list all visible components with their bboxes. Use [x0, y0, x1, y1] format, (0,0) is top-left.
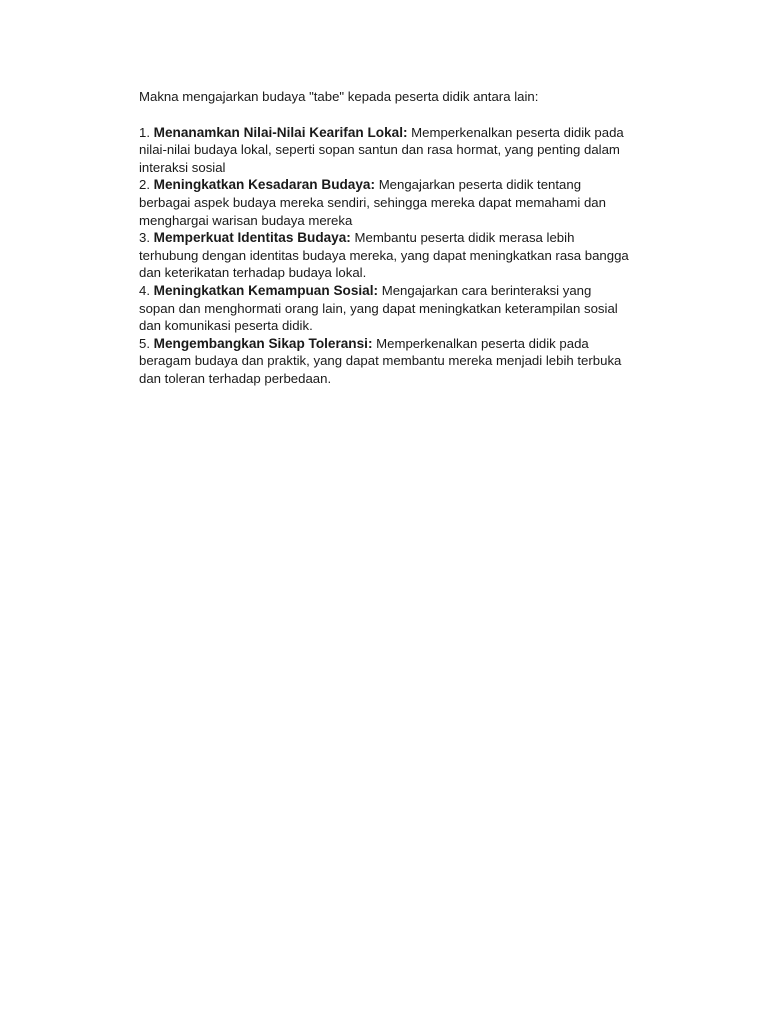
item-text: Mengajarkan peserta didik tentang berbagai aspek budaya mereka sendiri, sehingga mereka dapat memahami dan menghargai warisan budaya mereka	[139, 177, 606, 228]
document-body	[139, 88, 629, 388]
item-number: 1.	[139, 124, 150, 140]
item-number: 2.	[139, 177, 150, 193]
list-item-2	[139, 176, 629, 229]
item-number: 3.	[139, 230, 150, 246]
list-item-4	[139, 282, 629, 335]
list-item-3	[139, 229, 629, 282]
intro-paragraph: Makna mengajarkan budaya "tabe" kepada peserta didik antara lain:	[139, 89, 539, 104]
list-item-1	[139, 124, 629, 177]
item-text: Memperkenalkan peserta didik pada beragam budaya dan praktik, yang dapat membantu mereka menjadi lebih terbuka dan toleran terhadap perbedaan.	[139, 335, 622, 386]
item-text: Mengajarkan cara berinteraksi yang sopan dan menghormati orang lain, yang dapat meningkatkan keterampilan sosial dan komunikasi peserta didik.	[139, 282, 618, 334]
item-title: Meningkatkan Kemampuan Sosial:	[153, 282, 379, 298]
item-title: Mengembangkan Sikap Toleransi:	[153, 335, 373, 351]
item-number: 5.	[139, 335, 150, 351]
item-text: Membantu peserta didik merasa lebih terhubung dengan identitas budaya mereka, yang dapat meningkatkan rasa bangga dan keterikatan terhadap budaya lokal.	[139, 230, 629, 281]
item-title: Memperkuat Identitas Budaya:	[153, 230, 351, 246]
item-title: Menanamkan Nilai-Nilai Kearifan Lokal:	[153, 124, 408, 140]
item-title: Meningkatkan Kesadaran Budaya:	[153, 177, 376, 193]
item-number: 4.	[139, 282, 150, 298]
list-item-5	[139, 335, 629, 388]
item-text: Memperkenalkan peserta didik pada nilai-nilai budaya lokal, seperti sopan santun dan rasa hormat, yang penting dalam interaksi sosial	[139, 124, 624, 175]
